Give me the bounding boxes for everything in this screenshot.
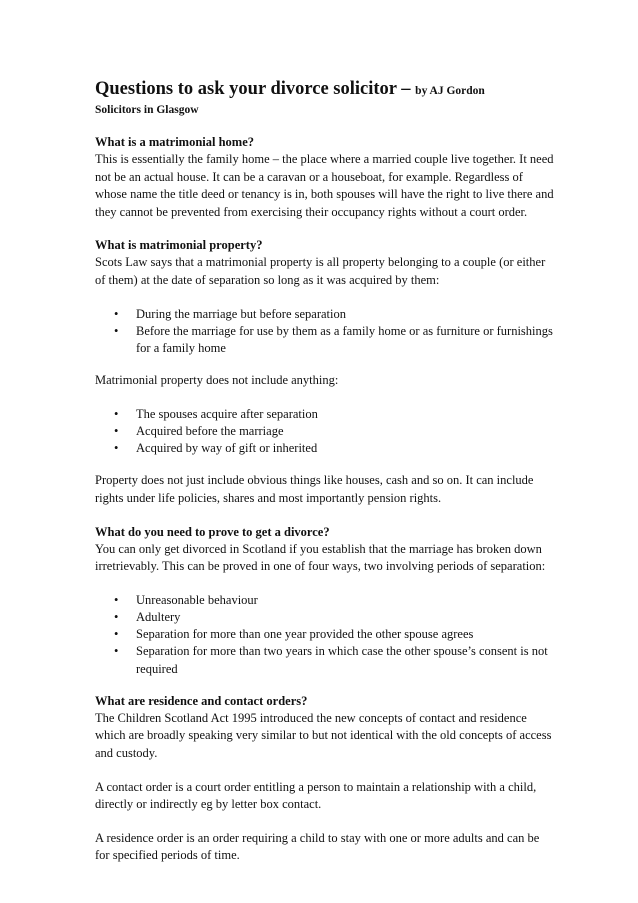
byline-author: by AJ Gordon [415, 85, 485, 97]
paragraph: The Children Scotland Act 1995 introduced the new concepts of contact and residence which are broadly speaking very similar to but not identical with the old concepts of access and custody. [95, 710, 552, 760]
bullet-icon: • [114, 644, 119, 659]
bullet-icon: • [114, 627, 119, 642]
list-item-text: Separation for more than one year provided the other spouse agrees [136, 627, 474, 642]
list-item [95, 423, 555, 440]
list-item-text: Separation for more than two years in which case the other spouse’s consent is not required [136, 644, 548, 676]
title-text: Questions to ask your divorce solicitor – [95, 79, 411, 99]
document-page [95, 79, 555, 881]
section-heading: What are residence and contact orders? [95, 693, 308, 708]
section-matrimonial-property [95, 237, 555, 507]
byline-location: Solicitors in Glasgow [95, 104, 199, 116]
bullet-icon: • [114, 423, 119, 438]
paragraph: A residence order is an order requiring a child to stay with one or more adults and can be for specified periods of time. [95, 830, 540, 863]
list-item [95, 406, 555, 423]
list-item [95, 323, 555, 357]
list-item [95, 643, 555, 677]
bullet-icon: • [114, 306, 119, 321]
document-title [95, 79, 555, 102]
bullet-list [95, 306, 555, 358]
list-item-text: During the marriage but before separation [136, 306, 346, 321]
bullet-icon: • [114, 323, 119, 338]
bullet-list [95, 406, 555, 458]
list-item-text: Acquired by way of gift or inherited [136, 441, 318, 456]
bullet-icon: • [114, 441, 119, 456]
section-heading: What do you need to prove to get a divorce? [95, 524, 330, 539]
list-item-text: Before the marriage for use by them as a family home or as furniture or furnishings for a family home [136, 323, 553, 355]
list-item [95, 306, 555, 323]
section-prove-divorce [95, 524, 555, 678]
list-item [95, 626, 555, 643]
section-heading: What is a matrimonial home? [95, 135, 255, 149]
bullet-icon: • [114, 609, 119, 624]
section-heading: What is matrimonial property? [95, 238, 263, 253]
section-residence-contact-orders [95, 693, 555, 865]
paragraph: Matrimonial property does not include anything: [95, 373, 339, 388]
paragraph: Property does not just include obvious things like houses, cash and so on. It can include rights under life policies, shares and most importantly pension rights. [95, 473, 534, 505]
section-matrimonial-home [95, 134, 555, 221]
list-item-text: Unreasonable behaviour [136, 592, 258, 607]
list-item [95, 440, 555, 457]
paragraph: You can only get divorced in Scotland if you establish that the marriage has broken down irretrievably. This can be proved in one of four ways, two involving periods of separation: [95, 541, 546, 574]
bullet-icon: • [114, 592, 119, 607]
bullet-icon: • [114, 406, 119, 421]
paragraph: A contact order is a court order entitling a person to maintain a relationship with a child, directly or indirectly eg by letter box contact. [95, 779, 537, 812]
list-item [95, 592, 555, 609]
list-item-text: The spouses acquire after separation [136, 406, 318, 421]
paragraph: Scots Law says that a matrimonial property is all property belonging to a couple (or either of them) at the date of separation so long as it was acquired by them: [95, 255, 546, 287]
list-item-text: Acquired before the marriage [136, 423, 284, 438]
list-item [95, 609, 555, 626]
list-item-text: Adultery [136, 609, 181, 624]
paragraph: This is essentially the family home – the place where a married couple live together. It need not be an actual house. It can be a caravan or a houseboat, for example. Regardless of whose name the title deed or tenancy is in, both spouses will have the right to live there and they cannot be prevented from exercising their occupancy rights without a court order. [95, 152, 554, 219]
bullet-list [95, 592, 555, 678]
